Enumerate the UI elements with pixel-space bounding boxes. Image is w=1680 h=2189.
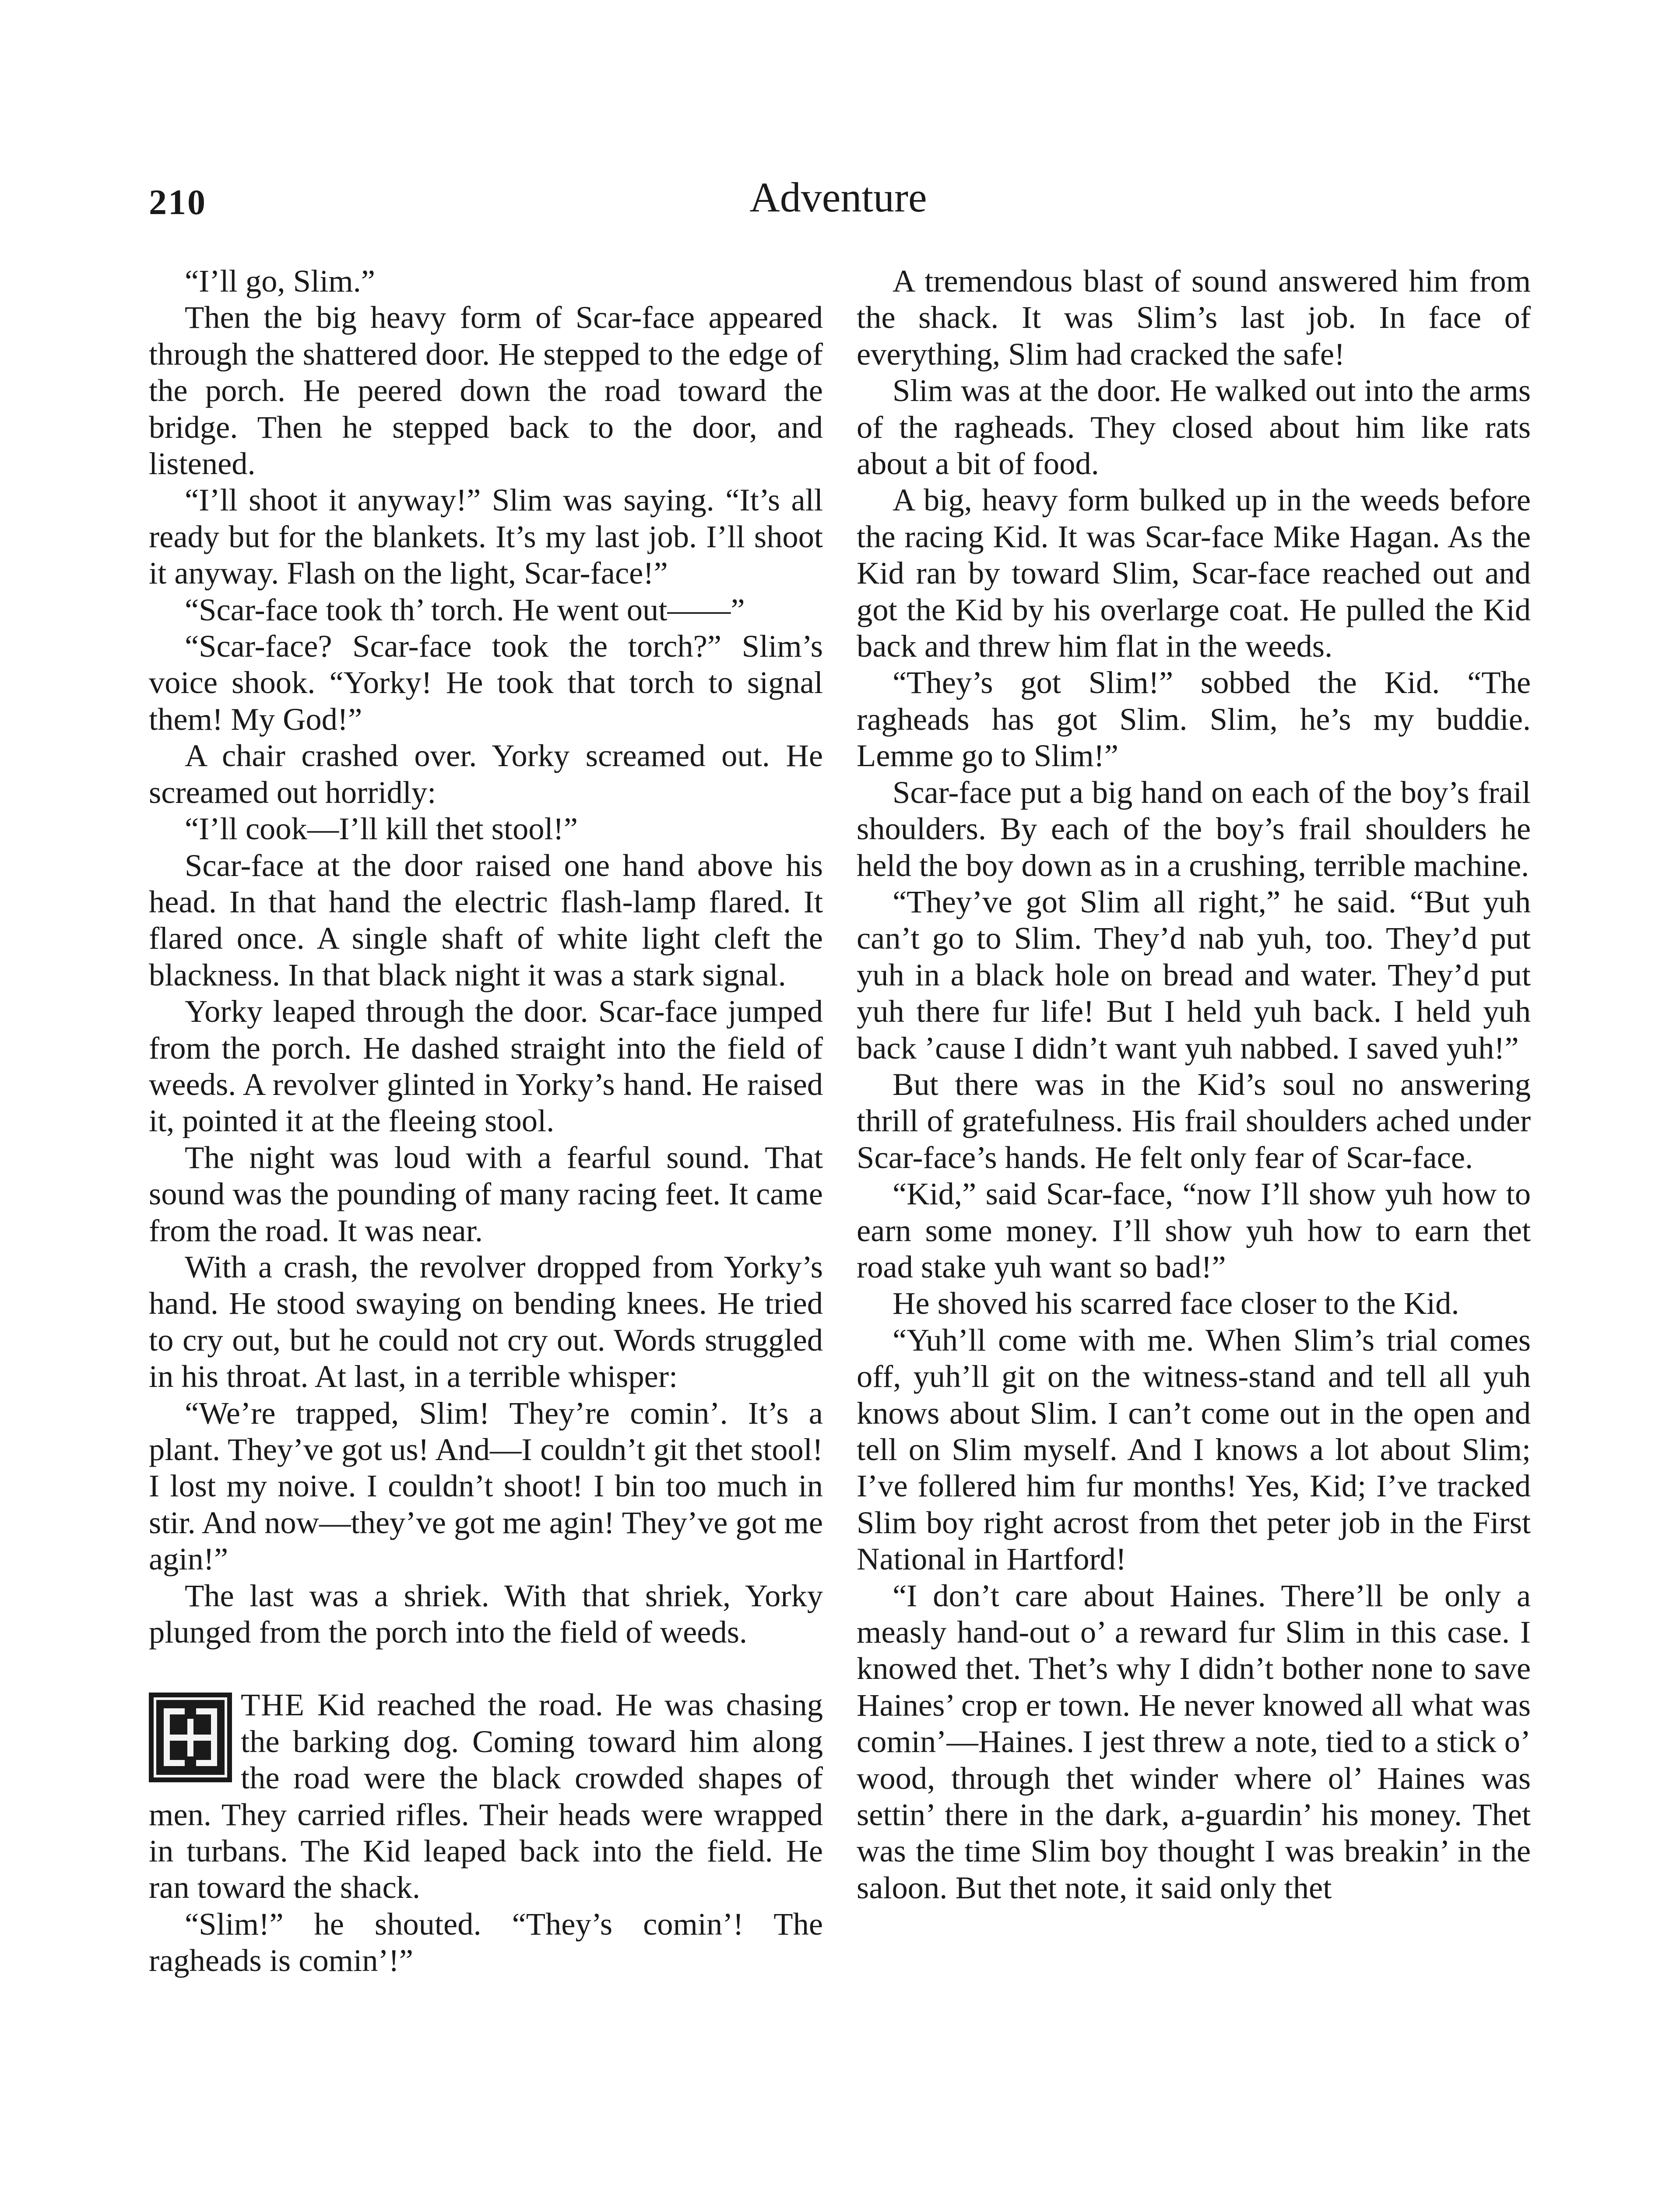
paragraph: “I’ll shoot it anyway!” Slim was saying. “It’s all ready but for the blankets. It’s my last job. I’ll shoot it anyway. Flash on the light, Scar-face!” bbox=[149, 482, 823, 591]
paragraph: “Scar-face took th’ torch. He went out——” bbox=[185, 591, 745, 627]
section-first-text: Kid reached the road. He was chasing the barking dog. Coming toward him along the road were the black crowded shapes of men. They carried rifles. Their heads were wrapped in turbans. The Kid leaped back into the field. He ran toward the shack. bbox=[149, 1687, 823, 1905]
paragraph: Then the big heavy form of Scar-face appeared through the shattered door. He stepped to the edge of the porch. He peered down the road toward the bridge. Then he stepped back to the door, and listened. bbox=[149, 299, 823, 482]
ornamental-dropcap-icon bbox=[149, 1693, 232, 1782]
section-opening-paragraph bbox=[149, 1686, 823, 1905]
paragraph: The night was loud with a fearful sound. That sound was the pounding of many racing feet. It came from the road. It was near. bbox=[149, 1139, 823, 1248]
paragraph: He shoved his scarred face closer to the Kid. bbox=[893, 1285, 1459, 1321]
paragraph: With a crash, the revolver dropped from Yorky’s hand. He stood swaying on bending knees. He tried to cry out, but he could not cry out. Words struggled in his throat. At last, in a terrible whisper: bbox=[149, 1249, 823, 1394]
section-lead-word: THE bbox=[241, 1687, 305, 1723]
paragraph: A chair crashed over. Yorky screamed out. He screamed out horridly: bbox=[149, 738, 823, 810]
paragraph: “We’re trapped, Slim! They’re comin’. It’s a plant. They’ve got us! And—I couldn’t git thet stool! I lost my noive. I couldn’t shoot! I bin too much in stir. And now—they’ve got me agin! They’ve got me agin!” bbox=[149, 1395, 823, 1577]
paragraph: “Yuh’ll come with me. When Slim’s trial comes off, yuh’ll git on the witness-stand and tell all yuh knows about Slim. I can’t come out in the open and tell on Slim myself. And I knows a lot about Slim; I’ve follered him fur months! Yes, Kid; I’ve tracked Slim boy right acrost from thet peter job in the First National in Hartford! bbox=[857, 1322, 1531, 1577]
paragraph: Scar-face put a big hand on each of the boy’s frail shoulders. By each of the boy’s frail shoulders he held the boy down as in a crushing, terrible machine. bbox=[857, 774, 1531, 883]
paragraph: “I’ll go, Slim.” bbox=[185, 263, 375, 299]
paragraph: “I don’t care about Haines. There’ll be only a measly hand-out o’ a reward fur Slim in this case. I knowed thet. Thet’s why I didn’t bother none to save Haines’ crop er town. He never knowed all what was comin’—Haines. I jest threw a note, tied to a stick o’ wood, through thet winder where ol’ Haines was settin’ there in the dark, a-guardin’ his money. Thet was the time Slim boy thought I was breakin’ in the saloon. But thet note, it said only thet bbox=[857, 1577, 1531, 1905]
right-column bbox=[857, 263, 1531, 1906]
paragraph: The last was a shriek. With that shriek, Yorky plunged from the porch into the field of weeds. bbox=[149, 1577, 823, 1650]
page-header bbox=[149, 173, 1528, 234]
paragraph: “They’ve got Slim all right,” he said. “But yuh can’t go to Slim. They’d nab yuh, too. They’d put yuh in a black hole on bread and water. They’d put yuh there fur life! But I held yuh back. I held yuh back ’cause I didn’t want yuh nabbed. I saved yuh!” bbox=[857, 883, 1531, 1066]
paragraph: A big, heavy form bulked up in the weeds before the racing Kid. It was Scar-face Mike Hagan. As the Kid ran by toward Slim, Scar-face reached out and got the Kid by his overlarge coat. He pulled the Kid back and threw him flat in the weeds. bbox=[857, 482, 1531, 664]
paragraph: Yorky leaped through the door. Scar-face jumped from the porch. He dashed straight into the field of weeds. A revolver glinted in Yorky’s hand. He raised it, pointed it at the fleeing stool. bbox=[149, 993, 823, 1139]
page-number: 210 bbox=[149, 182, 207, 222]
left-column bbox=[149, 263, 823, 1979]
paragraph: Slim was at the door. He walked out into the arms of the ragheads. They closed about him like rats about a bit of food. bbox=[857, 373, 1531, 482]
paragraph: “Kid,” said Scar-face, “now I’ll show yuh how to earn some money. I’ll show yuh how to earn thet road stake yuh want so bad!” bbox=[857, 1176, 1531, 1285]
paragraph: “I’ll cook—I’ll kill thet stool!” bbox=[185, 811, 578, 847]
section-break bbox=[149, 1650, 823, 1686]
paragraph: “They’s got Slim!” sobbed the Kid. “The ragheads has got Slim. Slim, he’s my buddie. Lemme go to Slim!” bbox=[857, 665, 1531, 774]
paragraph: Scar-face at the door raised one hand above his head. In that hand the electric flash-lamp flared. It flared once. A single shaft of white light cleft the blackness. In that black night it was a stark signal. bbox=[149, 847, 823, 992]
running-head: Adventure bbox=[749, 174, 927, 221]
paragraph: “Scar-face? Scar-face took the torch?” Slim’s voice shook. “Yorky! He took that torch to signal them! My God!” bbox=[149, 628, 823, 737]
paragraph: But there was in the Kid’s soul no answering thrill of gratefulness. His frail shoulders ached under Scar-face’s hands. He felt only fear of Scar-face. bbox=[857, 1066, 1531, 1175]
paragraph: A tremendous blast of sound answered him from the shack. It was Slim’s last job. In face of everything, Slim had cracked the safe! bbox=[857, 263, 1531, 372]
paragraph: “Slim!” he shouted. “They’s comin’! The ragheads is comin’!” bbox=[149, 1906, 823, 1978]
